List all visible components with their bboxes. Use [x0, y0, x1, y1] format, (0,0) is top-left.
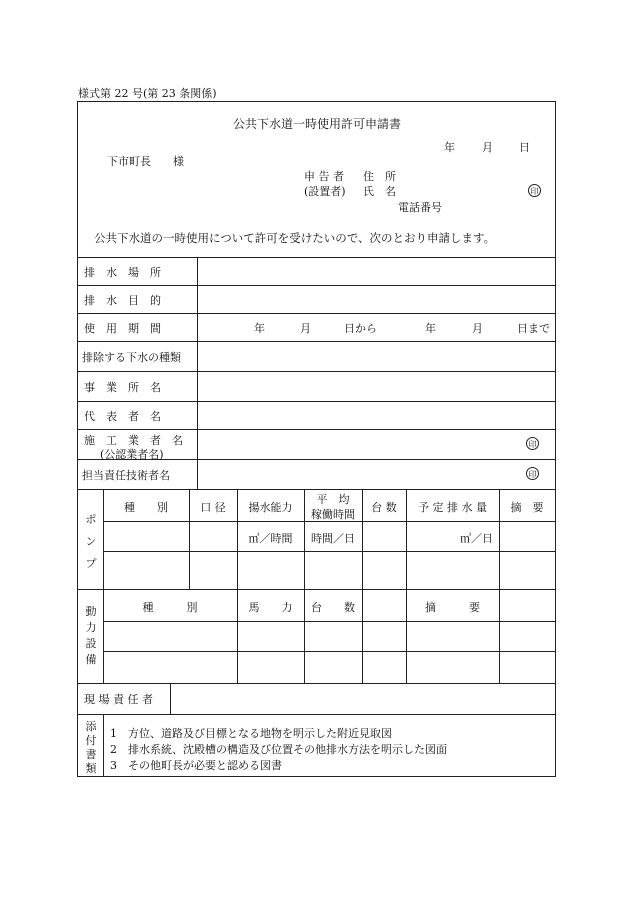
- engineer-label: 担当責任技術者名: [82, 469, 170, 482]
- applicant-name-label: 氏 名: [363, 185, 396, 198]
- date-day: 日: [519, 141, 530, 154]
- pump-capacity-unit: ㎥／時間: [248, 532, 293, 545]
- power-header-count: 台 数: [311, 601, 355, 614]
- power-label-char-2: 力: [85, 621, 97, 634]
- attachments-label-char-3: 書: [85, 748, 97, 761]
- representative-label: 代 表 者 名: [84, 410, 161, 423]
- period-end-day: 日まで: [517, 322, 550, 335]
- power-header-type: 種 別: [142, 601, 198, 614]
- drain-purpose-label: 排 水 目 的: [84, 294, 161, 307]
- form-title: 公共下水道一時使用許可申請書: [233, 117, 402, 131]
- water-type-label: 排除する下水の種類: [82, 351, 181, 364]
- pump-header-avg: 平 均: [316, 493, 350, 506]
- pump-header-capacity: 揚水能力: [248, 501, 293, 514]
- power-label-char-3: 設: [85, 637, 97, 650]
- attachment-item-2: 2 排水系統、沈殿槽の構造及び位置その他排水方法を明示した図面: [110, 743, 447, 756]
- power-label-char-1: 動: [85, 605, 97, 618]
- contractor-label: 施 工 業 者 名: [84, 434, 183, 447]
- contractor-sub-label: (公認業者名): [100, 448, 164, 461]
- pump-header-diameter: 口 径: [200, 501, 226, 514]
- applicant-address-label: 住 所: [363, 170, 396, 183]
- power-label-char-4: 備: [85, 653, 97, 666]
- pump-hours-unit: 時間／日: [311, 532, 355, 545]
- pump-header-remarks: 摘 要: [510, 501, 544, 514]
- statement: 公共下水道の一時使用について許可を受けたいので、次のとおり申請します。: [94, 231, 496, 245]
- attachment-item-3: 3 その他町長が必要と認める図書: [110, 759, 282, 772]
- power-header-remarks: 摘 要: [425, 601, 480, 614]
- drain-place-label: 排 水 場 所: [84, 266, 161, 279]
- applicant-installer-label: (設置者): [304, 185, 346, 198]
- attachments-label-char-1: 添: [85, 720, 97, 733]
- pump-label-char-3: プ: [85, 557, 97, 570]
- seal-mark: 印: [528, 184, 541, 197]
- period-end-month: 月: [472, 322, 483, 335]
- attachments-label-char-2: 付: [85, 734, 97, 747]
- attachment-item-1: 1 方位、道路及び目標となる地物を明示した附近見取図: [110, 727, 392, 740]
- engineer-seal-mark: 印: [526, 467, 539, 480]
- pump-header-hours: 稼働時間: [311, 508, 355, 521]
- application-form: [77, 101, 556, 777]
- pump-header-count: 台 数: [371, 501, 397, 514]
- period-end-year: 年: [425, 322, 436, 335]
- pump-header-type: 種 別: [124, 501, 168, 514]
- period-start-year: 年: [254, 322, 265, 335]
- use-period-label: 使 用 期 間: [84, 322, 161, 335]
- pump-volume-unit: ㎥／日: [460, 532, 493, 545]
- office-name-label: 事 業 所 名: [84, 381, 161, 394]
- period-start-month: 月: [300, 322, 311, 335]
- contractor-seal-mark: 印: [526, 437, 539, 450]
- date-year: 年: [444, 141, 455, 154]
- pump-header-volume: 予 定 排 水 量: [418, 501, 487, 514]
- attachments-label-char-4: 類: [85, 762, 97, 775]
- pump-label-char-1: ポ: [85, 513, 97, 526]
- site-manager-label: 現 場 責 任 者: [84, 693, 153, 706]
- date-month: 月: [482, 141, 493, 154]
- addressee: 下市町長 様: [107, 155, 184, 168]
- applicant-label: 申 告 者: [304, 170, 344, 183]
- period-start-day: 日から: [344, 322, 377, 335]
- pump-label-char-2: ン: [85, 535, 97, 548]
- form-number: 様式第 22 号(第 23 条関係): [78, 87, 217, 100]
- phone-label: 電話番号: [398, 201, 442, 214]
- power-header-horsepower: 馬 力: [248, 601, 293, 614]
